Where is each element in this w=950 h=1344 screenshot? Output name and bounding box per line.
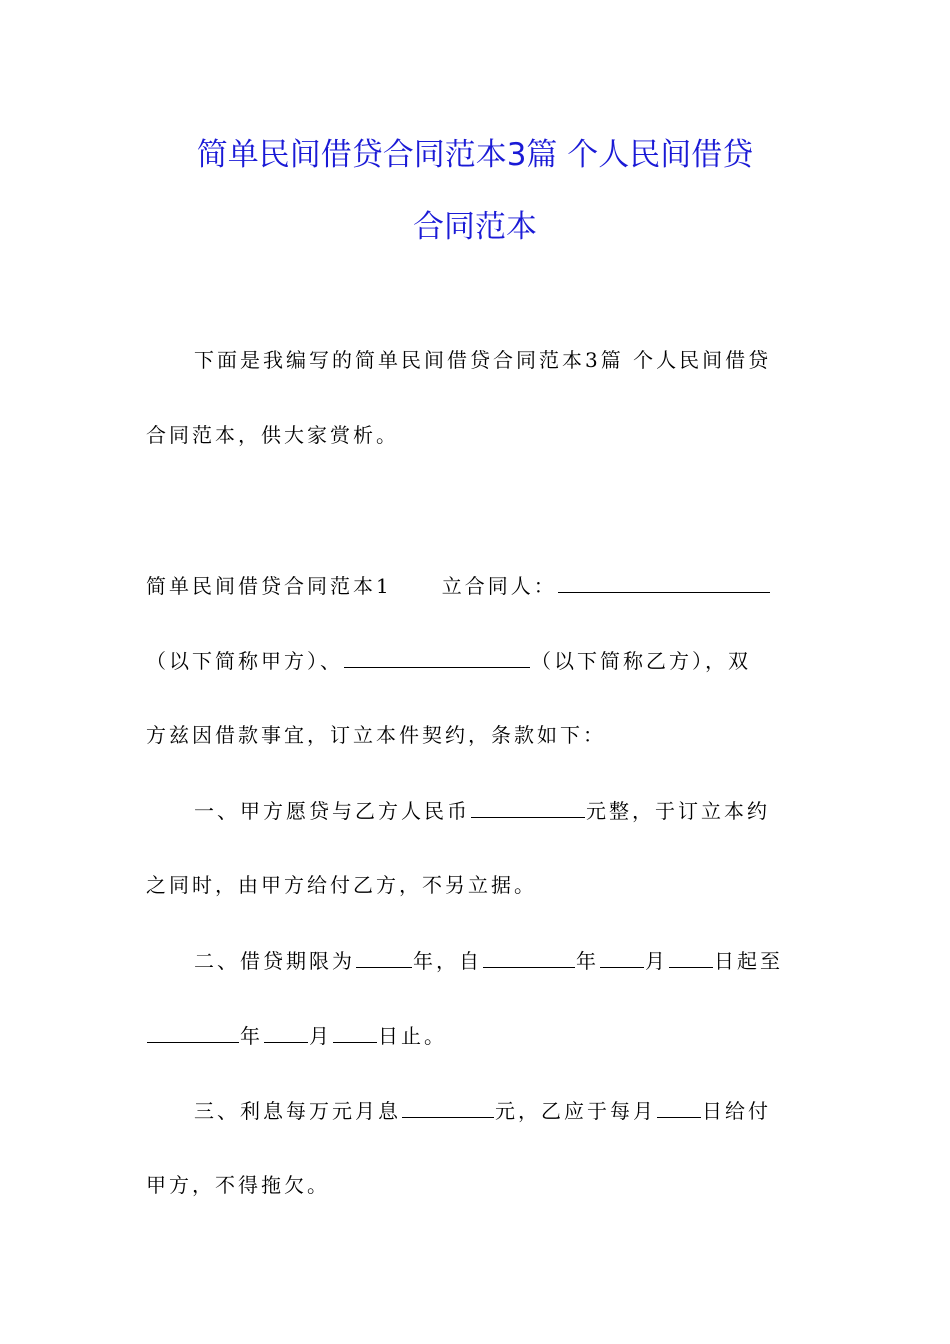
clause2-text-a: 二、借贷期限为 bbox=[194, 949, 355, 973]
clause1-text-a: 一、甲方愿贷与乙方人民币 bbox=[194, 799, 470, 823]
clause3-line-1 bbox=[194, 1095, 771, 1126]
start-day-blank bbox=[669, 945, 713, 968]
clause2-end: 日止。 bbox=[378, 1024, 447, 1048]
clause2-line-1 bbox=[194, 945, 783, 976]
intro-line-1: 下面是我编写的简单民间借贷合同范本3篇 个人民间借贷 bbox=[194, 348, 772, 372]
end-day-blank bbox=[333, 1020, 377, 1043]
clause3-text-a: 三、利息每万元月息 bbox=[194, 1099, 401, 1123]
document-title-line-2: 合同范本 bbox=[413, 209, 537, 245]
agreement-line: 方兹因借款事宜，订立本件契约，条款如下： bbox=[146, 723, 606, 747]
amount-blank bbox=[471, 795, 585, 818]
start-month-blank bbox=[600, 945, 644, 968]
clause1-line-1 bbox=[194, 795, 770, 826]
start-year-blank bbox=[483, 945, 575, 968]
clause2-year2: 年 bbox=[576, 949, 599, 973]
clause3-line-2: 甲方，不得拖欠。 bbox=[146, 1173, 330, 1197]
parties-line bbox=[146, 645, 751, 676]
party-a-suffix: （以下简称甲方）、 bbox=[146, 649, 343, 673]
clause1-line-2: 之同时，由甲方给付乙方，不另立据。 bbox=[146, 873, 537, 897]
party-b-blank bbox=[344, 645, 530, 668]
clause2-year3: 年 bbox=[240, 1024, 263, 1048]
section1-heading-line bbox=[146, 570, 771, 601]
clause2-year: 年，自 bbox=[413, 949, 482, 973]
end-year-blank bbox=[147, 1020, 239, 1043]
section1-heading: 简单民间借贷合同范本1 bbox=[146, 574, 392, 598]
party-a-blank bbox=[558, 570, 770, 593]
intro-line-2: 合同范本，供大家赏析。 bbox=[146, 423, 399, 447]
clause1-text-b: 元整，于订立本约 bbox=[586, 799, 770, 823]
end-month-blank bbox=[264, 1020, 308, 1043]
clause3-text-c: 日给付 bbox=[702, 1099, 771, 1123]
document-title-line-1: 简单民间借贷合同范本3篇 个人民间借贷 bbox=[196, 137, 754, 173]
clause2-line-2 bbox=[146, 1020, 447, 1051]
clause3-text-b: 元，乙应于每月 bbox=[495, 1099, 656, 1123]
payment-day-blank bbox=[657, 1095, 701, 1118]
interest-blank bbox=[402, 1095, 494, 1118]
term-years-blank bbox=[356, 945, 412, 968]
parties-label: 立合同人： bbox=[441, 574, 557, 598]
clause2-day: 日起至 bbox=[714, 949, 783, 973]
clause2-month2: 月 bbox=[309, 1024, 332, 1048]
party-b-suffix: （以下简称乙方），双 bbox=[531, 649, 751, 673]
clause2-month: 月 bbox=[645, 949, 668, 973]
